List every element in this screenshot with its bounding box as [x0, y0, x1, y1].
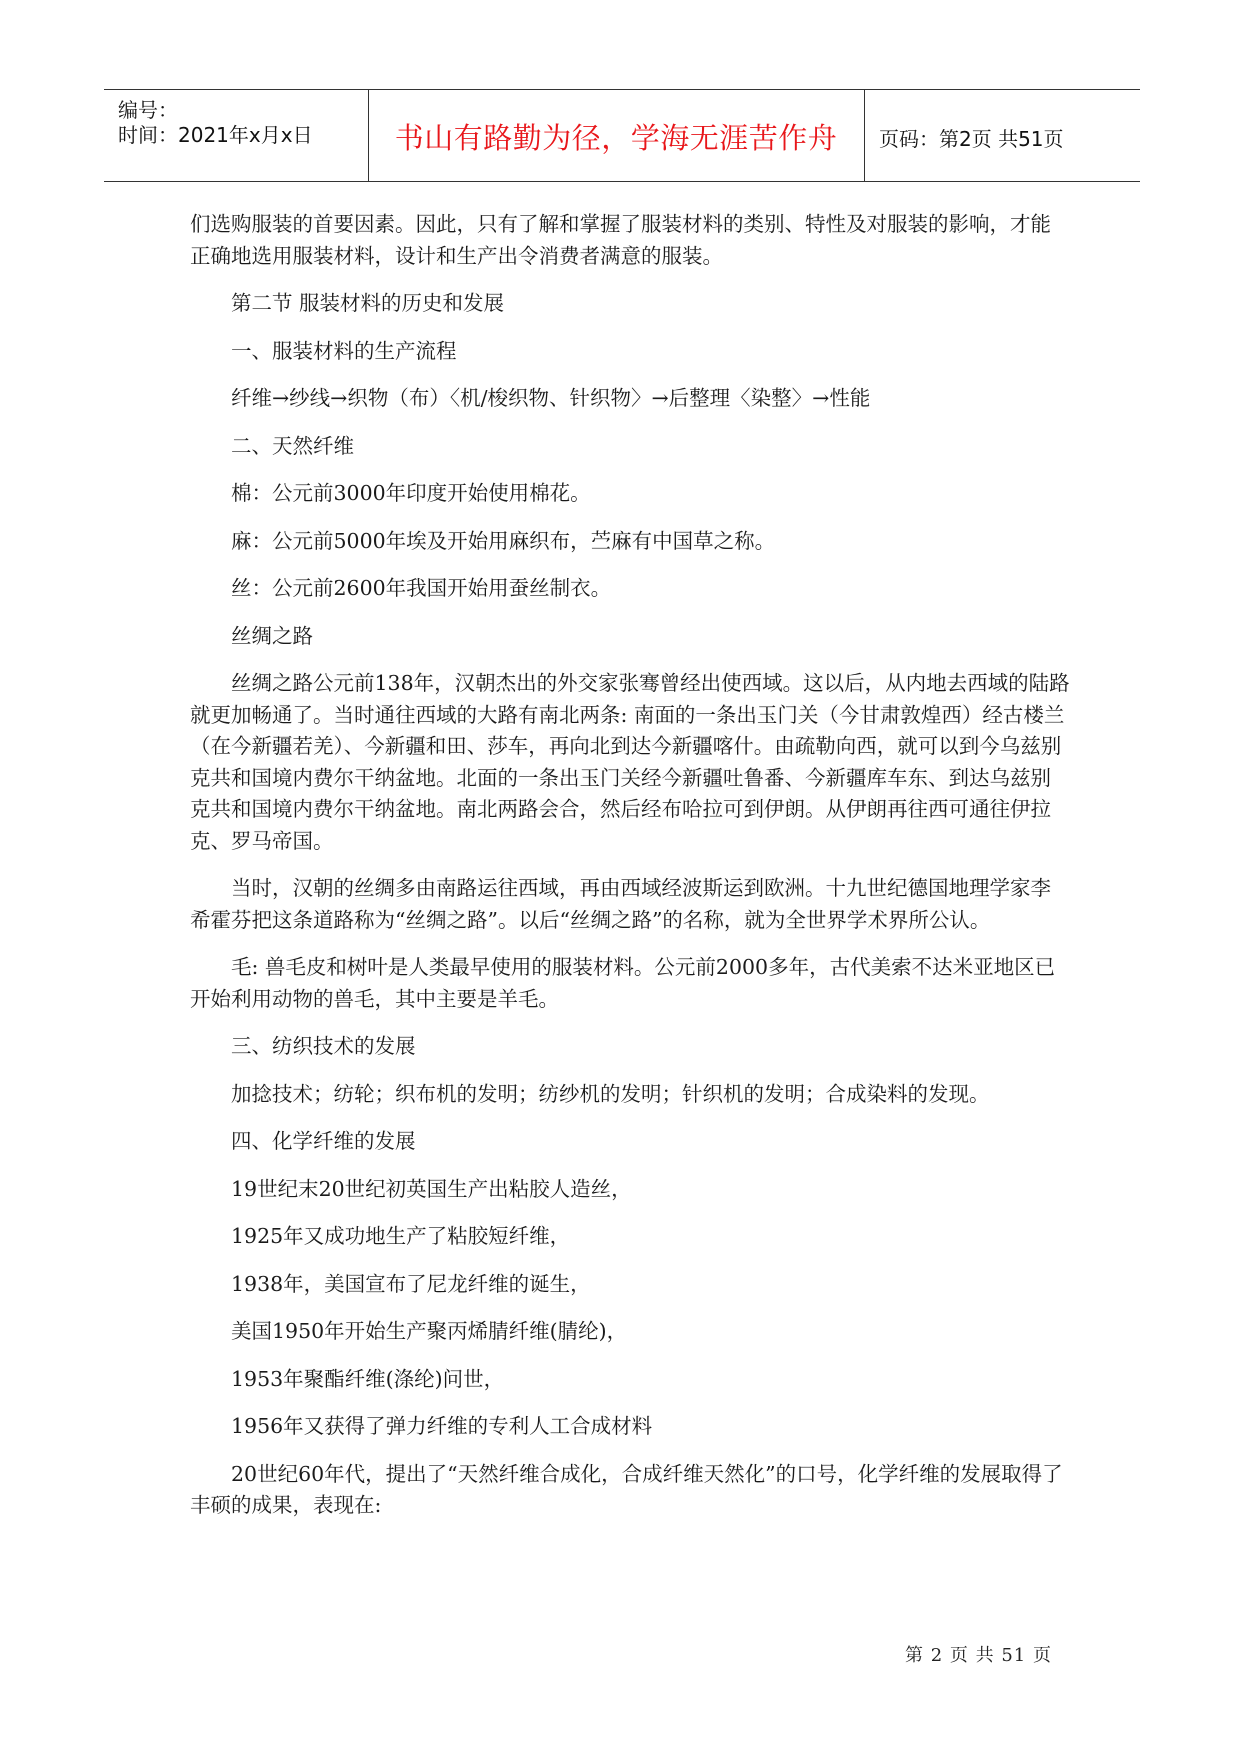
- body-paragraph: 1925年又成功地生产了粘胶短纤维，: [231, 1224, 571, 1248]
- body-paragraph: 当时，汉朝的丝绸多由南路运往西域，再由西域经波斯运到欧洲。十九世纪德国地理学家李希霍芬把这条道路称为“丝绸之路”。以后“丝绸之路”的名称，就为全世界学术界所公认。: [190, 876, 1051, 932]
- body-paragraph: 1956年又获得了弹力纤维的专利人工合成材料: [231, 1414, 653, 1438]
- header-motto-cell: [368, 90, 865, 181]
- body-paragraph: 二、天然纤维: [231, 433, 354, 458]
- body-paragraph: 19世纪末20世纪初英国生产出粘胶人造丝，: [231, 1176, 632, 1201]
- body-paragraph: 1938年，美国宣布了尼龙纤维的诞生，: [231, 1271, 591, 1296]
- document-time-label: 时间：2021年x月x日: [118, 123, 313, 147]
- body-paragraph: 纤维→纱线→织物（布）〈机/梭织物、针织物〉→后整理〈染整〉→性能: [231, 386, 871, 410]
- document-number-label: 编号：: [118, 98, 178, 122]
- document-body: [190, 209, 1070, 1538]
- body-paragraph: 毛: 兽毛皮和树叶是人类最早使用的服装材料。公元前2000多年，古代美索不达米亚地区已开始利用动物的兽毛，其中主要是羊毛。: [190, 955, 1056, 1011]
- body-paragraph: 加捻技术；纺轮；织布机的发明；纺纱机的发明；针织机的发明；合成染料的发现。: [231, 1081, 990, 1106]
- body-paragraph: 们选购服装的首要因素。因此，只有了解和掌握了服装材料的类别、特性及对服装的影响，才能正确地选用服装材料，设计和生产出令消费者满意的服装。: [190, 212, 1051, 268]
- body-paragraph: 丝：公元前2600年我国开始用蚕丝制衣。: [231, 576, 612, 600]
- page-footer: 第 2 页 共 51 页: [905, 1645, 1052, 1666]
- body-paragraph: 第二节 服装材料的历史和发展: [231, 291, 505, 315]
- body-paragraph: 麻：公元前5000年埃及开始用麻织布，苎麻有中国草之称。: [231, 528, 776, 553]
- body-paragraph: 四、化学纤维的发展: [231, 1129, 416, 1153]
- body-paragraph: 棉：公元前3000年印度开始使用棉花。: [231, 481, 591, 505]
- body-paragraph: 丝绸之路公元前138年，汉朝杰出的外交家张骞曾经出使西域。这以后，从内地去西域的陆路就更加畅通了。当时通往西域的大路有南北两条: 南面的一条出玉门关（今甘肃敦煌西）经古楼兰（在今新疆若羌）、今新疆和田、莎车，再向北到达今新疆喀什。由疏勒向西，就可以到今乌兹别克共和国境内费尔干纳盆地。北面的一条出玉门关经今新疆吐鲁番、今新疆库车东、到达乌兹别克共和国境内费尔干纳盆地。南北两路会合，然后经布哈拉可到伊朗。从伊朗再往西可通往伊拉克、罗马帝国。: [190, 671, 1070, 853]
- body-paragraph: 三、纺织技术的发展: [231, 1034, 416, 1058]
- body-paragraph: 1953年聚酯纤维(涤纶)问世，: [231, 1366, 505, 1391]
- body-paragraph: 丝绸之路: [231, 623, 313, 648]
- header-left-cell: [104, 90, 369, 181]
- header-page-code: 页码：第2页 共51页: [879, 127, 1064, 151]
- body-paragraph: 20世纪60年代，提出了“天然纤维合成化，合成纤维天然化”的口号，化学纤维的发展取得了丰硕的成果，表现在:: [190, 1461, 1063, 1517]
- header-motto: 书山有路勤为径，学海无涯苦作舟: [394, 121, 838, 155]
- header-page-cell: [864, 90, 1140, 181]
- header-table: [104, 89, 1140, 182]
- body-paragraph: 一、服装材料的生产流程: [231, 338, 457, 363]
- body-paragraph: 美国1950年开始生产聚丙烯腈纤维(腈纶)，: [231, 1319, 628, 1343]
